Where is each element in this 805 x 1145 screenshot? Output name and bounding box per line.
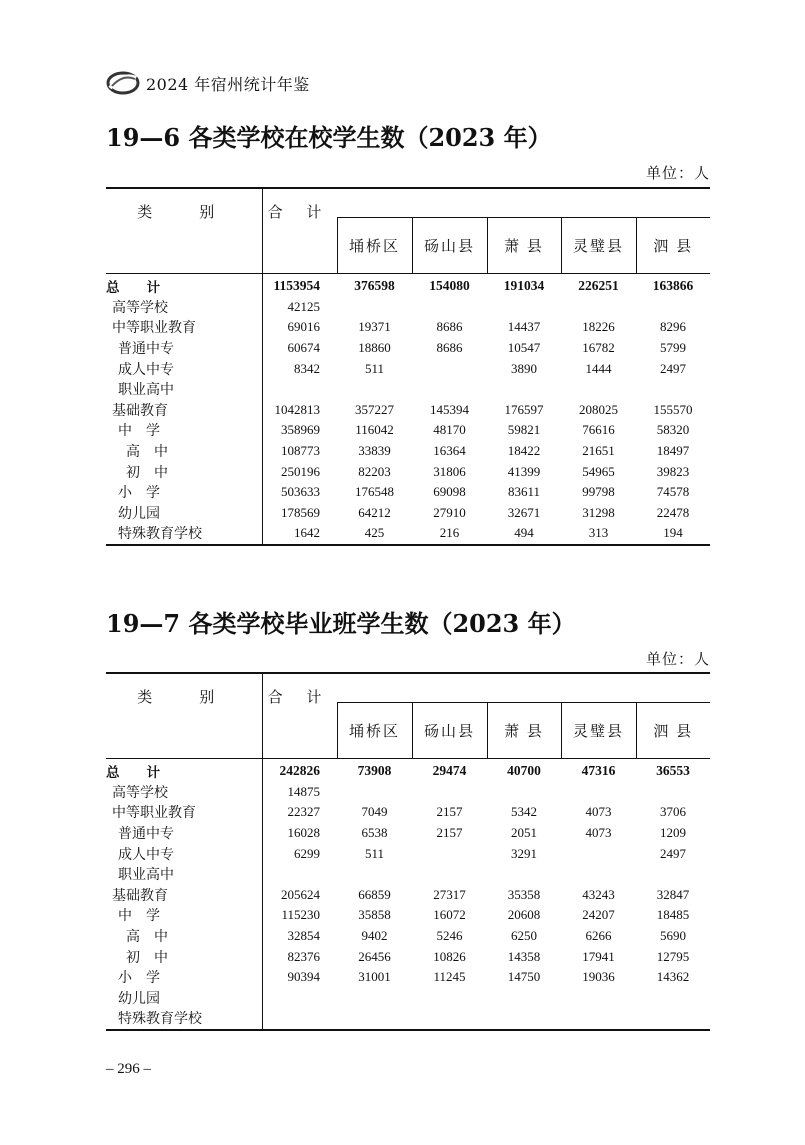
row-label: 成人中专 (106, 358, 262, 379)
cell-district-value (561, 864, 636, 885)
cell-total: 60674 (287, 340, 320, 356)
cell-district-value: 425 (337, 523, 412, 545)
cell-district-value (636, 988, 710, 1009)
cell-total: 6299 (294, 845, 320, 861)
row-label: 特殊教育学校 (106, 1008, 262, 1030)
cell-district-value (337, 297, 412, 318)
cell-total: 503633 (281, 484, 320, 500)
row-label: 高等学校 (106, 297, 262, 318)
cell-district-value (487, 297, 561, 318)
cell-district-value (636, 297, 710, 318)
cell-total (262, 988, 337, 1009)
table-row (106, 782, 710, 803)
cell-district-value: 4073 (585, 804, 612, 820)
cell-total: 90394 (287, 969, 320, 985)
cell-total: 22327 (287, 804, 320, 820)
cell-district-value: 14362 (656, 969, 690, 985)
cell-district-value: 216 (412, 523, 487, 545)
cell-total (262, 379, 337, 400)
cell-district-value: 35858 (358, 907, 391, 923)
cell-district-value (412, 782, 487, 803)
cell-total: 358969 (281, 422, 320, 438)
table-row (106, 946, 710, 967)
cell-district-value: 8686 (436, 319, 463, 335)
row-label: 普通中专 (106, 823, 262, 844)
table-row (106, 523, 710, 545)
table-row (106, 420, 710, 441)
cell-district-value: 226251 (578, 278, 619, 294)
column-header-district: 砀山县 (412, 218, 487, 274)
row-label: 特殊教育学校 (106, 523, 262, 545)
cell-district-value: 32847 (656, 886, 690, 902)
cell-district-value: 31806 (433, 463, 466, 479)
cell-district-value (337, 864, 412, 885)
cell-district-value (561, 988, 636, 1009)
table-row (106, 338, 710, 359)
cell-district-value (487, 864, 561, 885)
cell-district-value: 5342 (511, 804, 537, 820)
cell-district-value: 2157 (436, 825, 463, 841)
cell-total: 205624 (281, 886, 320, 902)
graduating-students-table (106, 672, 710, 1031)
table-title: 19—6 各类学校在校学生数（2023 年） (106, 123, 552, 152)
row-label: 成人中专 (106, 843, 262, 864)
row-label: 职业高中 (106, 864, 262, 885)
cell-total: 1153954 (273, 278, 320, 294)
table-row (106, 482, 710, 503)
cell-district-value: 163866 (652, 278, 694, 294)
cell-district-value: 18860 (358, 340, 391, 356)
table-section-19-6 (106, 118, 710, 543)
table-row (106, 802, 710, 823)
page-header (106, 66, 310, 100)
cell-district-value: 2051 (511, 825, 537, 841)
table-row (106, 885, 710, 906)
cell-district-value: 155570 (653, 401, 693, 417)
cell-total: 16028 (287, 825, 320, 841)
table-row (106, 274, 710, 297)
cell-district-value: 19036 (582, 969, 615, 985)
cell-district-value: 3706 (660, 804, 686, 820)
cell-district-value: 54965 (582, 463, 615, 479)
cell-district-value: 10826 (433, 948, 466, 964)
cell-district-value (337, 988, 412, 1009)
cell-district-value (337, 782, 412, 803)
cell-district-value (487, 379, 561, 400)
cell-district-value: 14358 (507, 948, 541, 964)
cell-district-value: 7049 (361, 804, 388, 820)
row-label: 中等职业教育 (106, 802, 262, 823)
cell-district-value: 18497 (656, 443, 690, 459)
table-row (106, 905, 710, 926)
cell-total: 42125 (287, 298, 320, 314)
cell-total: 178569 (281, 504, 320, 520)
cell-district-value: 16072 (433, 907, 466, 923)
cell-district-value: 29474 (432, 763, 467, 779)
cell-district-value: 9402 (361, 928, 388, 944)
column-header-district: 砀山县 (412, 703, 487, 759)
cell-district-value: 41399 (507, 463, 541, 479)
row-label: 中等职业教育 (106, 317, 262, 338)
table-row (106, 400, 710, 421)
row-label: 幼儿园 (106, 503, 262, 524)
cell-district-value: 3291 (511, 845, 537, 861)
cell-district-value: 33839 (358, 443, 391, 459)
cell-total (262, 864, 337, 885)
cell-district-value: 47316 (581, 763, 616, 779)
header-spacer (337, 188, 710, 218)
cell-district-value (636, 1008, 710, 1030)
row-label: 普通中专 (106, 338, 262, 359)
row-label: 小 学 (106, 482, 262, 503)
table-row (106, 823, 710, 844)
cell-district-value: 73908 (357, 763, 392, 779)
cell-district-value: 376598 (354, 278, 395, 294)
cell-district-value: 31298 (582, 504, 615, 520)
table-body (106, 274, 710, 545)
row-label: 初 中 (106, 461, 262, 482)
cell-district-value: 176597 (504, 401, 544, 417)
cell-total: 8342 (294, 360, 320, 376)
cell-district-value: 116042 (355, 422, 394, 438)
cell-district-value (412, 843, 487, 864)
cell-district-value: 16782 (582, 340, 615, 356)
cell-district-value (337, 1008, 412, 1030)
cell-district-value (412, 297, 487, 318)
cell-district-value: 2157 (436, 804, 463, 820)
table-row (106, 379, 710, 400)
cell-district-value: 18226 (582, 319, 615, 335)
cell-total: 1642 (262, 523, 337, 545)
column-header-total: 合 计 (262, 188, 337, 274)
cell-total: 115230 (281, 907, 320, 923)
table-row (106, 926, 710, 947)
column-header-total: 合 计 (262, 673, 337, 759)
cell-district-value: 154080 (429, 278, 470, 294)
cell-district-value: 494 (487, 523, 561, 545)
table-section-19-7 (106, 604, 710, 1028)
cell-district-value: 27317 (433, 886, 466, 902)
cell-district-value: 26456 (358, 948, 391, 964)
cell-district-value: 36553 (656, 763, 690, 779)
row-label: 高 中 (106, 926, 262, 947)
cell-district-value (412, 358, 487, 379)
cell-district-value: 6538 (361, 825, 388, 841)
table-row (106, 297, 710, 318)
cell-total: 108773 (281, 443, 320, 459)
cell-district-value (561, 379, 636, 400)
table-row (106, 441, 710, 462)
cell-district-value: 58320 (656, 422, 690, 438)
column-header-district: 萧 县 (487, 218, 561, 274)
cell-district-value (412, 1008, 487, 1030)
column-header-district: 埇桥区 (337, 703, 412, 759)
row-label: 职业高中 (106, 379, 262, 400)
cell-district-value: 18485 (656, 907, 690, 923)
cell-district-value (561, 1008, 636, 1030)
table-body (106, 759, 710, 1030)
cell-district-value: 22478 (656, 504, 690, 520)
cell-district-value: 48170 (433, 422, 466, 438)
cell-total: 250196 (281, 463, 320, 479)
table-row (106, 461, 710, 482)
cell-district-value: 18422 (507, 443, 541, 459)
cell-district-value: 5690 (660, 928, 686, 944)
cell-district-value: 3890 (511, 360, 537, 376)
cell-district-value: 16364 (433, 443, 466, 459)
column-header-district: 灵璧县 (561, 703, 636, 759)
cell-district-value: 8686 (436, 340, 463, 356)
column-header-district: 泗 县 (636, 703, 710, 759)
cell-district-value: 39823 (656, 463, 690, 479)
row-label: 总 计 (106, 759, 262, 782)
cell-district-value: 17941 (582, 948, 615, 964)
header-spacer (337, 673, 710, 703)
cell-district-value: 4073 (585, 825, 612, 841)
table-row (106, 1008, 710, 1030)
cell-district-value: 8296 (660, 319, 686, 335)
cell-district-value: 69098 (433, 484, 466, 500)
table-row (106, 358, 710, 379)
table-title: 19—7 各类学校毕业班学生数（2023 年） (106, 609, 576, 638)
cell-district-value: 208025 (579, 401, 618, 417)
cell-total: 32854 (287, 928, 320, 944)
yearbook-logo-icon (106, 70, 140, 96)
cell-district-value: 99798 (582, 484, 615, 500)
cell-district-value: 194 (636, 523, 710, 545)
table-row (106, 864, 710, 885)
cell-district-value (561, 843, 636, 864)
cell-district-value: 21651 (582, 443, 615, 459)
row-label: 中 学 (106, 420, 262, 441)
cell-district-value: 20608 (507, 907, 541, 923)
column-header-district: 萧 县 (487, 703, 561, 759)
column-header-district: 灵璧县 (561, 218, 636, 274)
cell-district-value: 5246 (436, 928, 463, 944)
cell-district-value (636, 379, 710, 400)
cell-district-value: 59821 (507, 422, 541, 438)
cell-district-value: 66859 (358, 886, 391, 902)
cell-district-value (337, 379, 412, 400)
table-row (106, 317, 710, 338)
cell-district-value (636, 864, 710, 885)
table-row (106, 967, 710, 988)
table-row (106, 843, 710, 864)
table-row (106, 759, 710, 782)
row-label: 高等学校 (106, 782, 262, 803)
cell-district-value (636, 782, 710, 803)
row-label: 幼儿园 (106, 988, 262, 1009)
cell-district-value: 32671 (507, 504, 541, 520)
cell-district-value: 2497 (660, 845, 686, 861)
cell-total: 14875 (287, 783, 320, 799)
cell-district-value: 31001 (358, 969, 391, 985)
cell-district-value: 1444 (585, 360, 612, 376)
cell-district-value: 191034 (503, 278, 545, 294)
cell-district-value: 19371 (358, 319, 391, 335)
cell-district-value: 6266 (585, 928, 612, 944)
cell-district-value: 11245 (433, 969, 466, 985)
cell-district-value: 40700 (507, 763, 541, 779)
cell-district-value (487, 1008, 561, 1030)
row-label: 总 计 (106, 274, 262, 297)
cell-district-value (412, 988, 487, 1009)
column-header-category: 类 别 (106, 673, 262, 759)
cell-district-value (561, 782, 636, 803)
cell-district-value: 1209 (660, 825, 686, 841)
cell-district-value: 12795 (656, 948, 690, 964)
cell-district-value (561, 297, 636, 318)
cell-district-value: 145394 (430, 401, 469, 417)
cell-district-value: 76616 (582, 422, 615, 438)
cell-total: 242826 (279, 763, 320, 779)
unit-label: 单位：人 (645, 650, 710, 668)
cell-district-value: 43243 (582, 886, 615, 902)
cell-district-value: 27910 (433, 504, 466, 520)
column-header-category: 类 别 (106, 188, 262, 274)
cell-district-value: 14437 (507, 319, 541, 335)
row-label: 基础教育 (106, 885, 262, 906)
cell-district-value: 5799 (660, 340, 686, 356)
row-label: 高 中 (106, 441, 262, 462)
cell-district-value (412, 379, 487, 400)
row-label: 中 学 (106, 905, 262, 926)
cell-district-value: 83611 (507, 484, 541, 500)
cell-total (262, 1008, 337, 1030)
cell-district-value: 35358 (507, 886, 541, 902)
cell-total: 69016 (287, 319, 320, 335)
students-enrolled-table (106, 187, 710, 546)
cell-district-value (487, 988, 561, 1009)
row-label: 小 学 (106, 967, 262, 988)
cell-district-value: 24207 (582, 907, 615, 923)
cell-district-value: 64212 (358, 504, 391, 520)
column-header-district: 埇桥区 (337, 218, 412, 274)
yearbook-title: 2024 年宿州统计年鉴 (146, 74, 310, 94)
cell-district-value: 357227 (355, 401, 394, 417)
cell-district-value (487, 782, 561, 803)
cell-district-value: 6250 (511, 928, 537, 944)
page-number: – 296 – (106, 1061, 151, 1077)
column-header-district: 泗 县 (636, 218, 710, 274)
table-row (106, 988, 710, 1009)
cell-district-value: 313 (561, 523, 636, 545)
cell-total: 1042813 (274, 401, 320, 417)
row-label: 初 中 (106, 946, 262, 967)
row-label: 基础教育 (106, 400, 262, 421)
cell-district-value: 511 (364, 360, 385, 376)
cell-district-value: 14750 (507, 969, 541, 985)
unit-label: 单位：人 (645, 164, 710, 182)
cell-total: 82376 (287, 948, 320, 964)
table-row (106, 503, 710, 524)
cell-district-value: 74578 (656, 484, 690, 500)
cell-district-value: 82203 (358, 463, 391, 479)
cell-district-value (412, 864, 487, 885)
cell-district-value: 2497 (660, 360, 686, 376)
cell-district-value: 10547 (507, 340, 541, 356)
cell-district-value: 176548 (355, 484, 394, 500)
cell-district-value: 511 (364, 845, 385, 861)
